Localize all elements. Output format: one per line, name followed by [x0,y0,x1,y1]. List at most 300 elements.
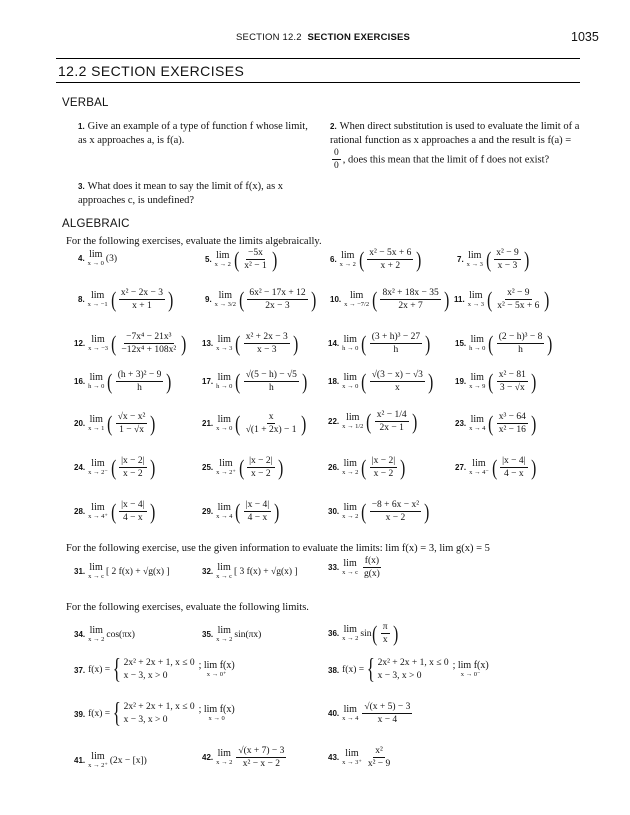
ex-fraction [244,370,299,394]
left-paren: ( [239,286,245,312]
ex-den: x + 2 [380,261,401,272]
left-paren: ( [111,330,117,356]
lim-operator [467,251,483,269]
right-paren: ) [523,246,529,272]
ex-num: |x − 2| [370,456,397,468]
lim-sub: x → 3/2 [214,301,236,309]
lim-operator [342,625,358,643]
ex-fraction [500,456,527,480]
lim-operator [88,373,104,391]
exercise-12 [74,332,188,356]
exercise-41 [74,752,147,770]
exercise-27 [455,456,537,480]
ex-fraction [119,500,146,524]
right-paren: ) [277,454,283,480]
header-section-name: SECTION EXERCISES [307,32,411,43]
left-paren: ( [361,330,367,356]
exercise-8 [78,288,174,312]
lim-word: lim [91,751,105,762]
ex-number: 39. [74,709,86,719]
ex-den: x − 2 [373,469,394,480]
ex-fx: f(x) = [88,709,111,719]
ex-number: 7. [457,255,464,265]
ex-number: 8. [78,295,85,305]
ex-number: 32. [202,567,214,577]
ex-den: x [382,635,388,646]
ex-num: x² − 81 [497,370,528,382]
right-paren: ) [392,620,398,646]
lim-word: lim [89,249,103,260]
ex-fraction [244,332,290,356]
ex-number: 40. [328,709,340,719]
exercise-32 [202,563,298,581]
ex-fraction [244,412,299,436]
lim-word: lim [217,625,231,636]
lim-word: lim [343,502,357,514]
tail-text: ; lim f(x) [452,660,489,672]
piece-2: x − 3, x > 0 [123,671,168,681]
left-paren: ( [372,286,378,312]
lim-operator [342,559,358,577]
ex-number: 29. [202,507,214,517]
lim-operator [88,415,104,433]
lim-word: lim [341,250,355,262]
q3-number: 3. [78,182,85,191]
tail-limit [199,661,235,679]
piece-2: x − 3, x > 0 [377,671,422,681]
lim-operator [88,335,108,353]
left-paren: ( [359,246,365,272]
left-brace: { [112,654,121,685]
exercise-22 [328,410,418,434]
left-paren: ( [235,368,241,394]
lim-sub: x → −3 [88,345,109,353]
right-paren: ) [428,368,434,394]
lim-operator [342,459,358,477]
lim-operator [340,251,356,269]
piecewise-rows [124,701,195,727]
ex-den: h [137,383,142,394]
ex-body: (3) [105,253,117,264]
tail-limit [199,705,235,723]
lim-operator [88,250,104,268]
ex-fraction [497,412,528,436]
ex-num: (3 + h)³ − 27 [370,332,422,344]
ex-number: 13. [202,339,214,349]
lim-sub: x → 3 [467,301,484,309]
lim-word: lim [219,458,233,470]
q2-frac-num: 0 [332,148,341,160]
lim-operator [342,373,358,391]
lim-word: lim [217,562,231,573]
ex-fraction [242,248,268,272]
ex-den: x − 2 [385,513,406,524]
ex-den: x² − 5x + 6 [497,301,540,312]
lim-sub: h → 0 [216,383,233,391]
ex-body: sin(πx) [234,629,262,640]
lim-word: lim [218,290,232,302]
ex-fraction [236,746,286,770]
ex-num: π [381,622,390,634]
ex-number: 25. [202,463,214,473]
header-section-label: SECTION 12.2 [236,32,302,43]
ex-den: x − 2 [251,469,271,480]
lim-operator [88,752,108,770]
right-paren: ) [544,286,550,312]
lim-operator [469,335,485,353]
ex-den: x² − 9 [367,759,391,770]
ex-number: 24. [74,463,86,473]
lim-sub: x → 2 [216,636,233,643]
tail-text: ; lim f(x) [198,660,235,672]
ex-den: 3 − √x [499,383,525,394]
ex-den: 4 − x [123,513,143,524]
lim-sub: x → 0 [216,425,233,433]
ex-fraction [375,410,409,434]
ex-number: 17. [202,377,214,387]
left-paren: ( [361,454,367,480]
ex-num: |x − 2| [119,456,146,468]
lim-word: lim [89,372,103,384]
ex-fraction [362,556,382,580]
ex-number: 34. [74,630,86,640]
ex-den: 4 − x [504,469,524,480]
ex-number: 26. [328,463,340,473]
ex-den: 1 − √x [119,425,144,436]
exercise-33 [328,556,384,580]
right-paren: ) [424,498,430,524]
right-paren: ) [530,454,536,480]
q2-text-b: , does this mean that the limit of f does not exist? [342,154,550,166]
section-title: 12.2 SECTION EXERCISES [58,63,245,79]
lim-word: lim [469,290,483,302]
lim-sub: x → 9 [469,383,486,391]
lim-operator [216,415,232,433]
ex-number: 41. [74,756,86,766]
ex-number: 35. [202,630,214,640]
ex-fraction [116,370,164,394]
ex-fraction [497,370,528,394]
exercise-42 [202,746,288,770]
lim-sub: x → 0 [87,260,104,267]
lim-sub: x → 4⁻ [469,469,489,477]
ex-den: x² − 1 [244,261,267,272]
ex-den: 4 − x [247,513,268,524]
ex-body: cos(πx) [106,629,135,640]
ex-num: x² [373,746,385,758]
exercise-16 [74,370,173,394]
ex-fraction [370,456,397,480]
lim-operator [88,291,108,309]
question-1 [78,120,308,148]
left-paren: ( [491,454,498,480]
ex-number: 9. [205,295,212,305]
ex-number: 21. [202,419,214,429]
exercise-11 [454,288,551,312]
lim-word: lim [89,625,103,636]
ex-den: x − 3 [497,261,518,272]
right-paren: ) [150,410,156,436]
lim-sub: h → 0 [342,345,359,353]
left-paren: ( [107,368,113,394]
left-paren: ( [235,410,241,436]
ex-num: x² − 9 [494,248,520,260]
ex-fraction [381,622,390,646]
exercise-4 [78,250,117,268]
right-paren: ) [411,408,417,434]
exercise-18 [328,370,434,394]
lim-sub: x → 2 [88,636,105,643]
lim-word: lim [343,624,357,636]
left-paren: ( [110,498,117,524]
lim-operator [468,291,484,309]
ex-num: (2 − h)³ − 8 [497,332,545,344]
lim-sub: x → c [88,573,105,580]
ex-num: x² + 2x − 3 [244,332,290,344]
exercise-14 [328,332,431,356]
ex-den: x [394,383,400,394]
exercise-24 [74,456,156,480]
lim-sub: x → 2 [342,513,359,521]
lim-operator [344,291,369,309]
lim-sub: x → 3⁺ [342,759,362,767]
lim-word: lim [91,458,105,470]
lim-sub: x → 2⁺ [216,469,236,477]
ex-den: x + 1 [132,301,152,312]
header-rule [56,58,580,59]
q2-frac-den: 0 [334,161,339,172]
q2-text-a: When direct substitution is used to evaluate the limit of a rational function as x approaches a and the result is f(a) = [330,121,580,146]
exercise-37 [74,656,237,684]
ex-num: −7x⁴ − 21x³ [124,332,173,344]
lim-sub: x → 4 [216,513,233,521]
tail-sub: x → 0⁺ [206,671,227,679]
exercise-20 [74,412,157,436]
page-number: 1035 [571,30,599,44]
piece-1: 2x² + 2x + 1, x ≤ 0 [123,702,195,713]
ex-num: |x − 2| [247,456,274,468]
ex-number: 42. [202,753,214,763]
running-header [236,32,410,43]
exercise-39 [74,700,237,728]
ex-num: |x − 4| [119,500,146,512]
lim-sub: x → −7/2 [344,301,370,309]
left-paren: ( [488,368,494,394]
right-paren: ) [310,286,316,312]
ex-num: |x − 4| [500,456,527,468]
exercise-7 [457,248,530,272]
right-paren: ) [271,246,277,272]
given-instruction: For the following exercise, use the given information to evaluate the limits: lim f(x) = 3, lim g(x) = 5 [66,543,490,554]
lim-operator [342,705,358,723]
exercise-43 [328,746,394,770]
lim-sub: x → 1/2 [342,423,364,431]
left-paren: ( [110,454,117,480]
ex-fraction [119,332,178,356]
lim-word: lim [217,372,231,384]
exercise-36 [328,622,399,646]
piece-2: x − 3, x > 0 [123,715,168,725]
ex-num: f(x) [363,556,381,568]
lim-sub: x → 2 [214,261,231,269]
question-2 [330,120,580,172]
tail-text: ; lim f(x) [198,704,235,716]
ex-fraction [366,746,392,770]
right-paren: ) [400,454,406,480]
lim-operator [215,251,231,269]
ex-number: 12. [74,339,86,349]
lim-operator [88,626,104,644]
right-paren: ) [531,410,537,436]
right-paren: ) [168,286,174,312]
left-paren: ( [234,246,240,272]
ex-num: √(x + 5) − 3 [362,702,412,714]
lim-word: lim [472,458,486,470]
q1-text: Give an example of a type of function f whose limit, as x approaches a, is f(a). [78,121,308,146]
ex-num: 6x² − 17x + 12 [247,288,307,300]
ex-den: x² − x − 2 [242,759,281,770]
ex-body: [ 3 f(x) + √g(x) ] [234,566,298,577]
ex-fraction [119,456,146,480]
lim-word: lim [216,250,230,262]
tail-sub: x → 0 [208,715,225,723]
left-paren: ( [235,330,241,356]
ex-number: 16. [74,377,86,387]
exercise-23 [455,412,537,436]
ex-body: [ 2 f(x) + √g(x) ] [106,566,170,577]
lim-sub: x → 3 [466,261,483,269]
lim-sub: x → 4 [469,425,486,433]
ex-den: x − 3 [256,345,277,356]
ex-number: 43. [328,753,340,763]
ex-fraction [244,500,271,524]
ex-num: x² − 9 [505,288,531,300]
lim-operator [88,563,104,581]
exercise-31 [74,563,170,581]
ex-fraction [362,702,412,726]
ex-num: x³ − 64 [497,412,528,424]
ex-num: x² − 5x + 6 [367,248,413,260]
lim-sub: h → 0 [469,345,486,353]
ex-fraction [370,332,422,356]
ex-num: √(3 − x) − √3 [370,370,425,382]
left-paren: ( [488,410,494,436]
ex-number: 20. [74,419,86,429]
piecewise-rows [378,657,449,683]
lim-operator [216,626,232,644]
ex-fraction [495,288,541,312]
exercise-34 [74,626,135,644]
left-paren: ( [487,286,493,312]
lim-operator [216,749,232,767]
ex-number: 4. [78,254,85,264]
lim-sub: x → 2 [342,635,359,643]
ex-fraction [116,412,148,436]
ex-den: g(x) [364,569,380,580]
left-paren: ( [372,620,378,646]
ex-num: x² − 2x − 3 [119,288,165,300]
ex-body: (2x − [x]) [109,755,147,766]
exercise-15 [455,332,554,356]
lim-sub: x → c [342,569,359,577]
ex-den: x² − 16 [498,425,526,436]
ex-number: 15. [455,339,467,349]
following-instruction: For the following exercises, evaluate the following limits. [66,602,309,613]
ex-fraction [367,248,413,272]
ex-fraction [119,288,165,312]
exercise-40 [328,702,414,726]
lim-operator [216,459,236,477]
lim-word: lim [217,334,231,346]
ex-fx: f(x) = [88,665,111,675]
ex-den: h [518,345,523,356]
exercise-25 [202,456,284,480]
lim-word: lim [343,372,357,384]
lim-sub: x → 2 [339,261,356,269]
right-paren: ) [302,368,308,394]
ex-fraction [494,248,520,272]
right-paren: ) [301,410,307,436]
tail-sub: x → 0⁻ [460,671,481,679]
ex-number: 31. [74,567,86,577]
lim-word: lim [343,558,357,570]
left-paren: ( [488,330,494,356]
ex-fraction [497,332,545,356]
lim-sub: x → 2 [342,469,359,477]
lim-word: lim [217,502,231,514]
ex-fx: f(x) = [342,665,365,675]
lim-word: lim [91,334,105,346]
ex-number: 37. [74,665,86,675]
lim-operator [342,413,363,431]
ex-number: 33. [328,563,340,573]
exercise-6 [330,248,423,272]
lim-sub: x → 0 [342,383,359,391]
lim-word: lim [468,250,482,262]
ex-den: x − 2 [123,469,143,480]
right-paren: ) [425,330,431,356]
ex-num: x [267,412,276,424]
ex-den: √(1 + 2x) − 1 [245,425,297,436]
lim-operator [216,563,232,581]
piecewise-rows [124,657,195,683]
lim-operator [215,291,236,309]
lim-sub: h → 0 [88,383,105,391]
ex-num: √x − x² [116,412,148,424]
q1-number: 1. [78,122,85,131]
right-paren: ) [416,246,422,272]
right-paren: ) [149,498,155,524]
ex-number: 19. [455,377,467,387]
lim-word: lim [470,334,484,346]
left-paren: ( [107,410,113,436]
exercise-5 [205,248,278,272]
right-paren: ) [166,368,172,394]
ex-function: sin [360,628,372,639]
lim-word: lim [346,412,360,424]
ex-den: 2x + 7 [398,301,423,312]
right-paren: ) [547,330,553,356]
ex-num: (h + 3)² − 9 [116,370,164,382]
algebraic-instruction: For the following exercises, evaluate the limits algebraically. [66,236,322,247]
lim-word: lim [90,290,105,302]
ex-num: |x − 4| [244,500,271,512]
ex-number: 28. [74,507,86,517]
ex-number: 6. [330,255,337,265]
lim-word: lim [343,704,357,716]
right-paren: ) [443,286,449,312]
exercise-9 [205,288,317,312]
